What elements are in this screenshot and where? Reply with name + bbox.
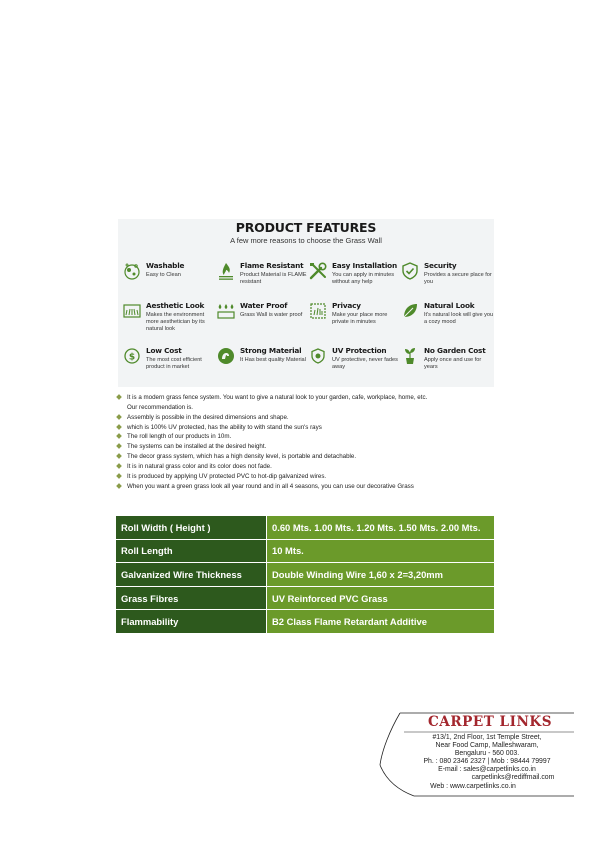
specification-table (116, 516, 494, 634)
product-features-panel (118, 219, 494, 387)
feature-desc: Provides a secure place for you (424, 272, 492, 286)
bullet-diamond-icon (116, 394, 122, 400)
spec-value: UV Reinforced PVC Grass (267, 586, 495, 610)
svg-text:$: $ (128, 352, 136, 363)
feature-no-garden-cost (400, 346, 492, 386)
spec-label: Roll Length (116, 539, 267, 563)
feature-privacy (308, 301, 400, 341)
feature-title: Easy Installation (332, 261, 397, 270)
spec-value: 10 Mts. (267, 539, 495, 563)
feature-title: Natural Look (424, 301, 475, 310)
company-address-line: #13/1, 2nd Floor, 1st Temple Street, (432, 734, 542, 741)
feature-bullet-list (116, 393, 506, 491)
table-row (116, 516, 494, 539)
spec-value: Double Winding Wire 1,60 x 2=3,20mm (267, 563, 495, 587)
bullet-item: Assembly is possible in the desired dimensions and shape. (116, 413, 506, 423)
bullet-diamond-icon (116, 463, 122, 469)
bullet-item: It is a modern grass fence system. You want to give a natural look to your garden, cafe, workplace, home, etc. Our recommendation is. (116, 393, 506, 413)
feature-title: No Garden Cost (424, 346, 486, 355)
feature-title: UV Protection (332, 346, 387, 355)
bullet-item: It is produced by applying UV protected PVC to hot-dip galvanized wires. (116, 472, 506, 482)
company-phone: Ph. : 080 2346 2327 | Mob : 98444 79997 (423, 758, 551, 765)
features-title: PRODUCT FEATURES (235, 220, 377, 235)
bullet-item: It is in natural grass color and its color does not fade. (116, 462, 506, 472)
feature-title: Flame Resistant (240, 261, 304, 270)
table-row (116, 563, 494, 587)
feature-uv-protection (308, 346, 400, 386)
features-subtitle: A few more reasons to choose the Grass Wall (230, 236, 382, 245)
company-address-line: Near Food Camp, Malleshwaram, (435, 742, 539, 749)
feature-desc: Easy to Clean (146, 272, 181, 278)
flame-resistant-icon (216, 261, 236, 281)
feature-aesthetic-look (122, 301, 214, 341)
company-name: CARPET LINKS (427, 714, 553, 730)
bullet-diamond-icon (116, 473, 122, 479)
bullet-diamond-icon (116, 453, 122, 459)
feature-desc: Make your place more private in minutes (332, 312, 388, 326)
sun-shield-icon (308, 346, 328, 366)
feature-desc: UV protective, never fades away (332, 357, 398, 371)
bullet-item: The roll length of our products in 10m. (116, 432, 506, 442)
bullet-diamond-icon (116, 443, 122, 449)
feature-flame-resistant (216, 261, 308, 301)
bullet-diamond-icon (116, 483, 122, 489)
feature-desc: Makes the environment more aesthetician by its natural look (146, 312, 205, 333)
coin-icon (122, 346, 142, 366)
feature-title: Washable (146, 261, 185, 270)
spec-label: Roll Width ( Height ) (116, 516, 267, 539)
feature-desc: You can apply in minutes without any help (332, 272, 394, 286)
feature-title: Privacy (332, 301, 361, 310)
bullet-diamond-icon (116, 414, 122, 420)
bullet-diamond-icon (116, 434, 122, 440)
bullet-continuation: Our recommendation is. (127, 403, 194, 411)
company-contact-card (378, 710, 576, 798)
feature-title: Low Cost (146, 346, 182, 355)
privacy-frame-icon (308, 301, 328, 321)
bullet-item: The systems can be installed at the desired height. (116, 442, 506, 452)
feature-desc: Apply once and use for years (424, 357, 482, 371)
table-row (116, 539, 494, 563)
spec-value: B2 Class Flame Retardant Additive (267, 610, 495, 634)
table-row (116, 586, 494, 610)
company-email-secondary: carpetlinks@rediffmail.com (471, 774, 555, 781)
bullet-item: which is 100% UV protected, has the ability to with stand the sun's rays (116, 423, 506, 433)
feature-low-cost (122, 346, 214, 386)
feature-title: Security (424, 261, 457, 270)
plant-pot-icon (400, 346, 420, 366)
company-address-line: Bengaluru - 560 003. (454, 750, 520, 757)
bullet-item: The decor grass system, which has a high density level, is portable and detachable. (116, 452, 506, 462)
feature-title: Aesthetic Look (146, 301, 205, 310)
water-drops-icon (216, 301, 236, 321)
grass-panel-icon (122, 301, 142, 321)
tools-icon (308, 261, 328, 281)
washable-icon (122, 261, 142, 281)
feature-easy-installation (308, 261, 400, 301)
feature-desc: Product Material is FLAME resistant (240, 272, 307, 286)
feature-desc: The most cost efficient product in market (146, 357, 202, 371)
feature-desc: It's natural look will give you a cozy mood (424, 312, 494, 326)
spec-label: Flammability (116, 610, 267, 634)
company-email: E-mail : sales@carpetlinks.co.in (438, 766, 536, 773)
feature-desc: Grass Wall is water proof (240, 312, 303, 318)
feature-desc: It Has best quality Material (240, 357, 306, 363)
spec-label: Grass Fibres (116, 586, 267, 610)
feature-strong-material (216, 346, 308, 386)
leaf-icon (400, 301, 420, 321)
strong-arm-icon (216, 346, 236, 366)
feature-title: Strong Material (240, 346, 302, 355)
feature-washable (122, 261, 214, 301)
feature-title: Water Proof (240, 301, 288, 310)
bullet-diamond-icon (116, 424, 122, 430)
spec-value: 0.60 Mts. 1.00 Mts. 1.20 Mts. 1.50 Mts. 2.00 Mts. (267, 516, 495, 539)
company-website: Web : www.carpetlinks.co.in (430, 783, 516, 790)
spec-label: Galvanized Wire Thickness (116, 563, 267, 587)
bullet-item: When you want a green grass look all year round and in all 4 seasons, you can use our decorative Grass (116, 482, 506, 492)
shield-icon (400, 261, 420, 281)
feature-water-proof (216, 301, 308, 341)
feature-security (400, 261, 492, 301)
table-row (116, 610, 494, 634)
feature-natural-look (400, 301, 492, 341)
